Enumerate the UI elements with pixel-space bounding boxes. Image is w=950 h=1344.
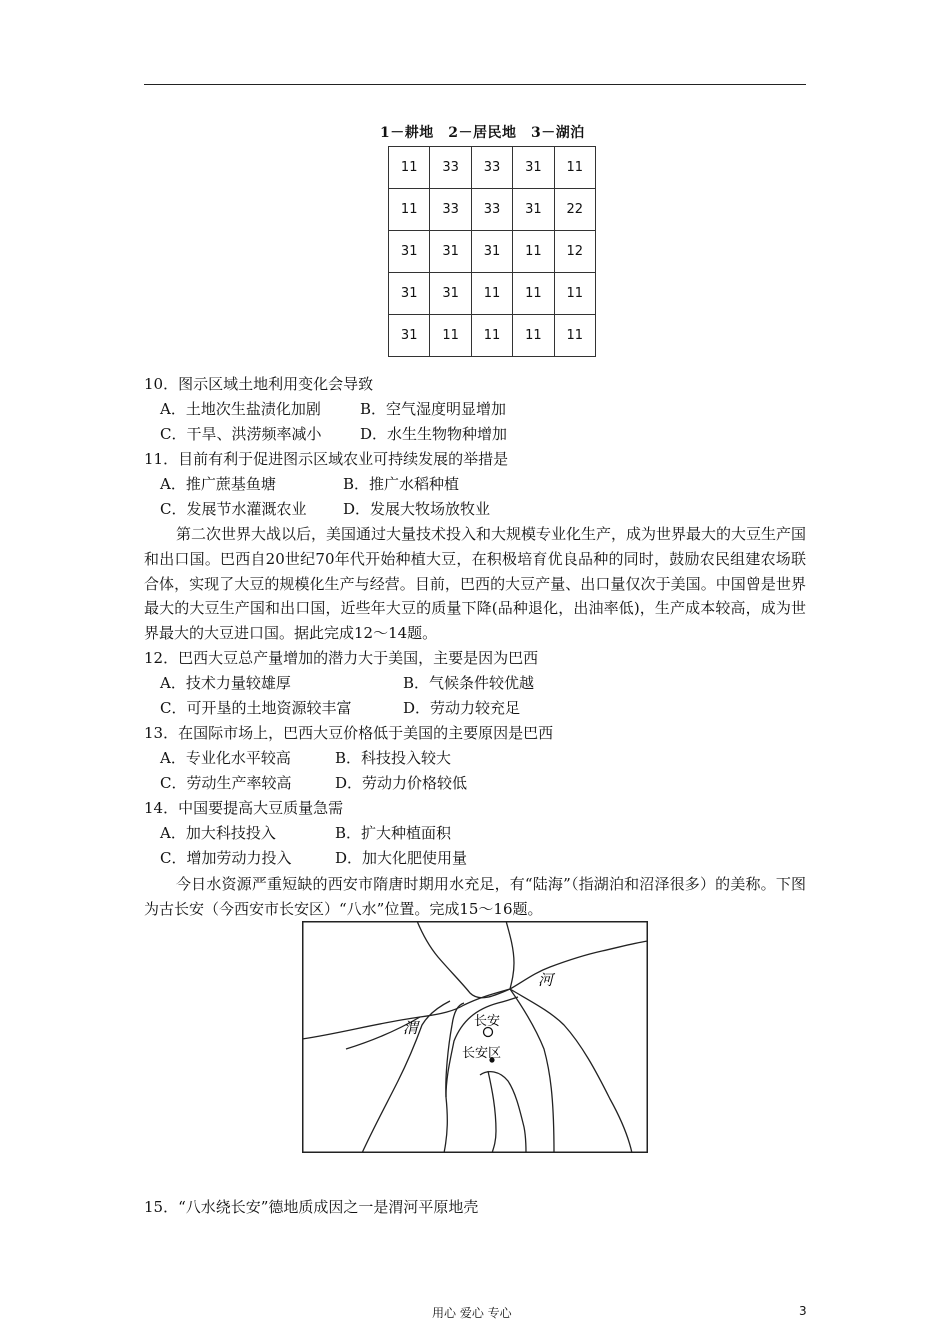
grid-cell: 11 — [513, 315, 554, 357]
question-11-option-d: D．发展大牧场放牧业 — [343, 500, 491, 518]
question-14-option-a: A．加大科技投入 — [160, 824, 276, 842]
soybean-passage: 第二次世界大战以后，美国通过大量技术投入和大规模专业化生产，成为世界最大的大豆生产国和出口国。巴西自20世纪70年代开始种植大豆，在积极培育优良品种的同时，鼓励农民组建农场联合体，实现了大豆的规模化生产与经营。目前，巴西的大豆产量、出口量仅次于美国。中国曾是世界最大的大豆生产国和出口国，近些年大豆的质量下降(品种退化，出油率低)，生产成本较高，成为世界最大的大豆进口国。据此完成12～14题。 — [144, 525, 807, 643]
map-label-wei: 渭 — [403, 1019, 419, 1037]
grid-cell: 33 — [430, 147, 471, 189]
grid-row — [389, 147, 596, 189]
question-10-option-d: D．水生生物物种增加 — [360, 425, 508, 443]
grid-cell: 11 — [471, 315, 512, 357]
changan-rivers-map — [302, 921, 648, 1153]
grid-cell: 31 — [430, 231, 471, 273]
grid-row — [389, 231, 596, 273]
question-12-option-b: B．气候条件较优越 — [403, 674, 535, 692]
grid-cell: 31 — [513, 189, 554, 231]
grid-cell: 33 — [430, 189, 471, 231]
question-11-option-a: A．推广蔗基鱼塘 — [160, 475, 276, 493]
question-14-option-c: C．增加劳动力投入 — [160, 849, 292, 867]
question-14-option-b: B．扩大种植面积 — [335, 824, 452, 842]
grid-cell: 11 — [389, 147, 430, 189]
grid-cell: 11 — [554, 273, 595, 315]
grid-cell: 31 — [389, 231, 430, 273]
question-14-stem: 14．中国要提高大豆质量急需 — [144, 799, 344, 817]
grid-cell: 22 — [554, 189, 595, 231]
question-12-option-a: A．技术力量较雄厚 — [160, 674, 291, 692]
footer-slogan: 用心 爱心 专心 — [432, 1306, 512, 1320]
page-number: 3 — [799, 1304, 807, 1318]
question-11-option-c: C．发展节水灌溉农业 — [160, 500, 307, 518]
question-11-option-b: B．推广水稻种植 — [343, 475, 460, 493]
question-13-option-b: B．科技投入较大 — [335, 749, 452, 767]
grid-cell: 11 — [554, 315, 595, 357]
question-13-stem: 13．在国际市场上，巴西大豆价格低于美国的主要原因是巴西 — [144, 724, 554, 742]
question-15-stem: 15．“八水绕长安”德地质成因之一是渭河平原地壳 — [144, 1198, 479, 1216]
xian-passage: 今日水资源严重短缺的西安市隋唐时期用水充足，有“陆海”（指湖泊和沼泽很多）的美称。下图为古长安（今西安市长安区）“八水”位置。完成15～16题。 — [144, 875, 806, 918]
grid-cell: 31 — [513, 147, 554, 189]
grid-legend: 1－耕地 2－居民地 3－湖泊 — [380, 125, 585, 141]
question-12-option-d: D．劳动力较充足 — [403, 699, 521, 717]
grid-cell: 11 — [554, 147, 595, 189]
question-13-option-d: D．劳动力价格较低 — [335, 774, 468, 792]
grid-cell: 33 — [471, 147, 512, 189]
grid-cell: 12 — [554, 231, 595, 273]
grid-cell: 11 — [389, 189, 430, 231]
grid-cell: 11 — [513, 273, 554, 315]
map-frame — [303, 922, 648, 1153]
grid-cell: 33 — [471, 189, 512, 231]
grid-cell: 11 — [430, 315, 471, 357]
map-label-changanqu: 长安区 — [462, 1046, 502, 1061]
grid-cell: 11 — [513, 231, 554, 273]
question-10-option-b: B．空气湿度明显增加 — [360, 400, 507, 418]
grid-row — [389, 273, 596, 315]
grid-cell: 31 — [389, 273, 430, 315]
question-14-option-d: D．加大化肥使用量 — [335, 849, 468, 867]
grid-row — [389, 315, 596, 357]
header-rule — [144, 84, 806, 85]
question-13-option-c: C．劳动生产率较高 — [160, 774, 292, 792]
map-label-changan: 长安 — [474, 1014, 501, 1029]
question-12-stem: 12．巴西大豆总产量增加的潜力大于美国，主要是因为巴西 — [144, 649, 539, 667]
grid-cell: 31 — [430, 273, 471, 315]
question-12-option-c: C．可开垦的土地资源较丰富 — [160, 699, 352, 717]
grid-cell: 11 — [471, 273, 512, 315]
grid-cell: 31 — [389, 315, 430, 357]
map-label-he: 河 — [538, 971, 554, 989]
question-10-option-c: C．干旱、洪涝频率减小 — [160, 425, 322, 443]
question-10-option-a: A．土地次生盐渍化加剧 — [160, 400, 321, 418]
grid-row — [389, 189, 596, 231]
question-11-stem: 11．目前有利于促进图示区域农业可持续发展的举措是 — [144, 450, 509, 468]
land-use-grid — [388, 146, 596, 357]
question-10-stem: 10．图示区域土地利用变化会导致 — [144, 375, 374, 393]
grid-cell: 31 — [471, 231, 512, 273]
question-13-option-a: A．专业化水平较高 — [160, 749, 291, 767]
